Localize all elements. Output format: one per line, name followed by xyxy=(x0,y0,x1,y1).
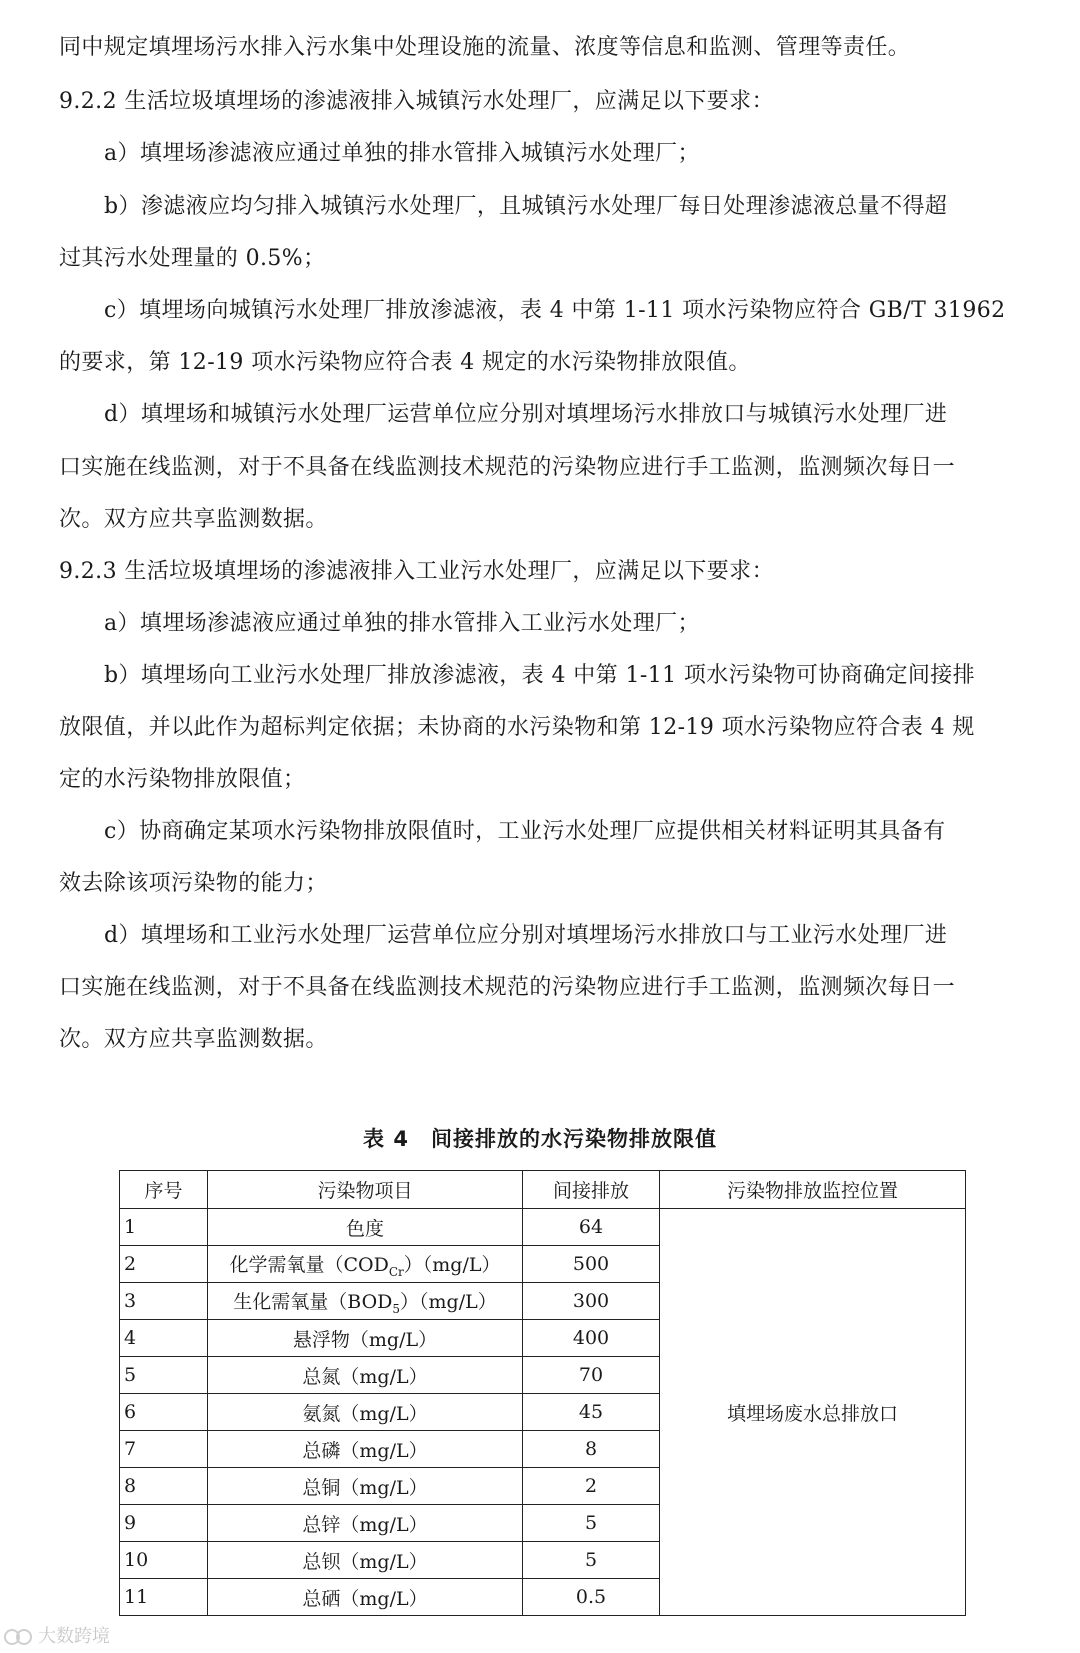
section-heading-9-2-3: 9.2.3 生活垃圾填埋场的渗滤液排入工业污水处理厂，应满足以下要求： xyxy=(59,559,774,584)
row-limit: 45 xyxy=(523,1394,660,1431)
row-no: 5 xyxy=(120,1357,208,1394)
table-title: 表 4 间接排放的水污染物排放限值 xyxy=(363,1127,717,1151)
list-item-b-cont: 放限值，并以此作为超标判定依据；未协商的水污染物和第 12-19 项水污染物应符合表 4 规 xyxy=(59,715,975,740)
watermark xyxy=(4,1622,110,1648)
row-limit: 5 xyxy=(523,1505,660,1542)
item-subscript: 5 xyxy=(392,1301,401,1316)
list-item-b: b）渗滤液应均匀排入城镇污水处理厂，且城镇污水处理厂每日处理渗滤液总量不得超 xyxy=(104,194,948,219)
row-no: 7 xyxy=(120,1431,208,1468)
list-item-a: a）填埋场渗滤液应通过单独的排水管排入工业污水处理厂； xyxy=(104,611,700,636)
row-no: 4 xyxy=(120,1320,208,1357)
row-item: 总锌（mg/L） xyxy=(208,1505,523,1542)
table-header-row xyxy=(120,1171,966,1209)
row-item: 总铜（mg/L） xyxy=(208,1468,523,1505)
list-item-c-cont: 的要求，第 12-19 项水污染物应符合表 4 规定的水污染物排放限值。 xyxy=(59,350,751,375)
row-item: 色度 xyxy=(208,1209,523,1246)
item-text: 化学需氧量（COD xyxy=(229,1253,389,1276)
list-item-d-cont: 次。双方应共享监测数据。 xyxy=(59,507,328,532)
list-item-b-cont: 过其污水处理量的 0.5%； xyxy=(59,246,326,271)
row-limit: 400 xyxy=(523,1320,660,1357)
row-item: 总硒（mg/L） xyxy=(208,1579,523,1616)
row-limit: 8 xyxy=(523,1431,660,1468)
item-subscript: Cr xyxy=(388,1264,404,1279)
row-item: 氨氮（mg/L） xyxy=(208,1394,523,1431)
list-item-c: c）填埋场向城镇污水处理厂排放渗滤液，表 4 中第 1-11 项水污染物应符合 GB/T 31962 xyxy=(104,298,1006,323)
row-no: 11 xyxy=(120,1579,208,1616)
row-item: 总氮（mg/L） xyxy=(208,1357,523,1394)
list-item-d: d）填埋场和工业污水处理厂运营单位应分别对填埋场污水排放口与工业污水处理厂进 xyxy=(104,923,948,948)
row-item xyxy=(208,1283,523,1320)
row-limit: 2 xyxy=(523,1468,660,1505)
row-item xyxy=(208,1246,523,1283)
watermark-text: 大数跨境 xyxy=(38,1626,110,1647)
list-item-b-cont: 定的水污染物排放限值； xyxy=(59,767,306,792)
list-item-d-cont: 口实施在线监测，对于不具备在线监测技术规范的污染物应进行手工监测，监测频次每日一 xyxy=(59,975,956,1000)
row-limit: 64 xyxy=(523,1209,660,1246)
list-item-d-cont: 口实施在线监测，对于不具备在线监测技术规范的污染物应进行手工监测，监测频次每日一 xyxy=(59,455,956,480)
row-no: 1 xyxy=(120,1209,208,1246)
paragraph-line: 同中规定填埋场污水排入污水集中处理设施的流量、浓度等信息和监测、管理等责任。 xyxy=(59,35,911,60)
list-item-c: c）协商确定某项水污染物排放限值时，工业污水处理厂应提供相关材料证明其具备有 xyxy=(104,819,946,844)
row-limit: 70 xyxy=(523,1357,660,1394)
row-item: 总磷（mg/L） xyxy=(208,1431,523,1468)
watermark-logo-icon xyxy=(4,1627,34,1647)
item-text: ）（mg/L） xyxy=(400,1290,497,1313)
row-no: 3 xyxy=(120,1283,208,1320)
item-text: ）（mg/L） xyxy=(403,1253,501,1276)
header-item: 污染物项目 xyxy=(208,1171,523,1209)
header-limit: 间接排放 xyxy=(523,1171,660,1209)
row-no: 6 xyxy=(120,1394,208,1431)
row-item: 悬浮物（mg/L） xyxy=(208,1320,523,1357)
row-limit: 0.5 xyxy=(523,1579,660,1616)
row-limit: 500 xyxy=(523,1246,660,1283)
row-limit: 5 xyxy=(523,1542,660,1579)
table-row xyxy=(120,1209,966,1246)
row-no: 9 xyxy=(120,1505,208,1542)
item-text: 生化需氧量（BOD xyxy=(233,1290,393,1313)
emission-limits-table xyxy=(119,1170,966,1616)
row-no: 8 xyxy=(120,1468,208,1505)
row-no: 2 xyxy=(120,1246,208,1283)
monitoring-location: 填埋场废水总排放口 xyxy=(660,1209,966,1616)
list-item-b: b）填埋场向工业污水处理厂排放渗滤液，表 4 中第 1-11 项水污染物可协商确定间接排 xyxy=(104,663,976,688)
section-heading-9-2-2: 9.2.2 生活垃圾填埋场的渗滤液排入城镇污水处理厂，应满足以下要求： xyxy=(59,89,774,114)
list-item-d: d）填埋场和城镇污水处理厂运营单位应分别对填埋场污水排放口与城镇污水处理厂进 xyxy=(104,402,948,427)
row-no: 10 xyxy=(120,1542,208,1579)
row-item: 总钡（mg/L） xyxy=(208,1542,523,1579)
header-location: 污染物排放监控位置 xyxy=(660,1171,966,1209)
list-item-d-cont: 次。双方应共享监测数据。 xyxy=(59,1027,328,1052)
list-item-a: a）填埋场渗滤液应通过单独的排水管排入城镇污水处理厂； xyxy=(104,141,700,166)
row-limit: 300 xyxy=(523,1283,660,1320)
list-item-c-cont: 效去除该项污染物的能力； xyxy=(59,871,328,896)
header-no: 序号 xyxy=(120,1171,208,1209)
